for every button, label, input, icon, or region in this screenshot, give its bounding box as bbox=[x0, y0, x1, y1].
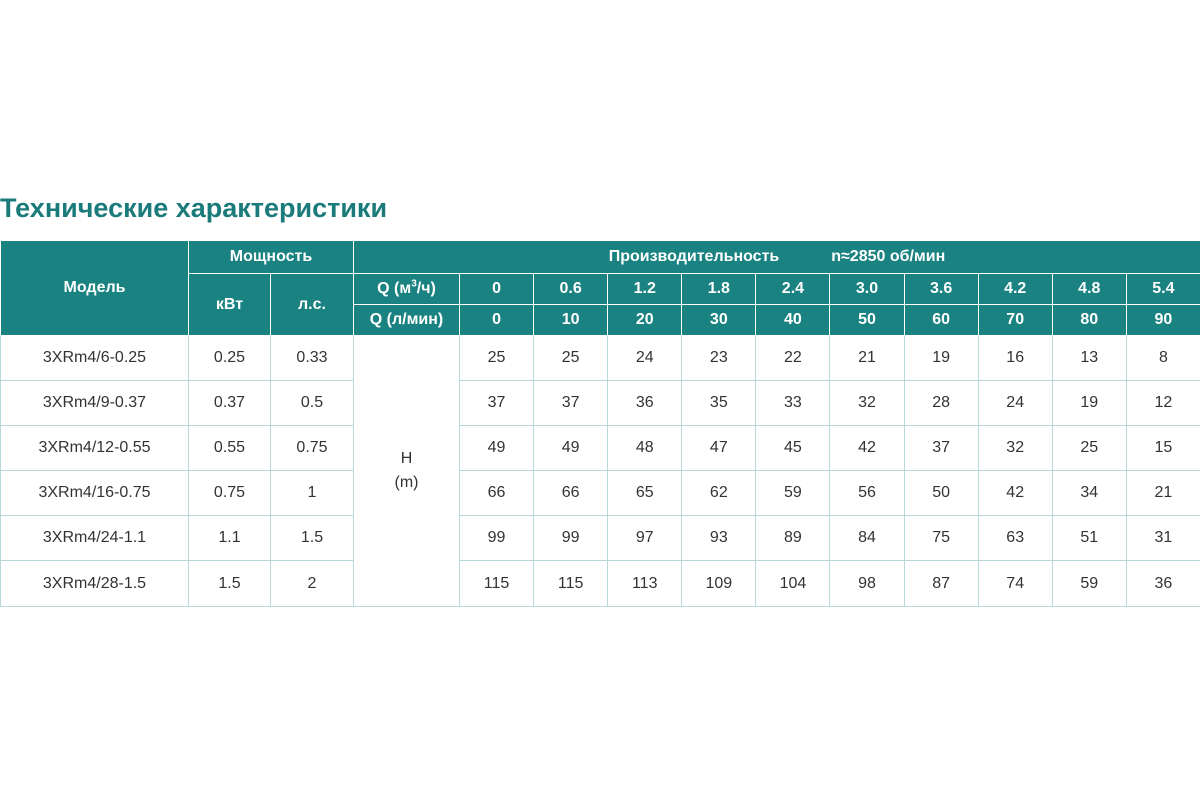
head-value-cell: 24 bbox=[608, 336, 682, 381]
model-cell: 3XRm4/16-0.75 bbox=[1, 471, 189, 516]
head-value-cell: 16 bbox=[978, 336, 1052, 381]
head-value-cell: 115 bbox=[460, 561, 534, 607]
head-value-cell: 28 bbox=[904, 381, 978, 426]
head-value-cell: 25 bbox=[460, 336, 534, 381]
power-hp-cell: 0.5 bbox=[271, 381, 354, 426]
specifications-table bbox=[0, 240, 1200, 607]
power-kw-cell: 0.37 bbox=[189, 381, 271, 426]
head-unit: (m) bbox=[394, 474, 419, 491]
flow-m3h-value: 3.6 bbox=[904, 274, 978, 305]
head-value-cell: 12 bbox=[1126, 381, 1200, 426]
table-row bbox=[1, 381, 1200, 426]
head-value-cell: 74 bbox=[978, 561, 1052, 607]
head-value-cell: 8 bbox=[1126, 336, 1200, 381]
model-cell: 3XRm4/12-0.55 bbox=[1, 426, 189, 471]
head-value-cell: 19 bbox=[904, 336, 978, 381]
head-value-cell: 23 bbox=[682, 336, 756, 381]
power-kw-header: кВт bbox=[189, 274, 271, 336]
head-value-cell: 45 bbox=[756, 426, 830, 471]
flow-lmin-value: 90 bbox=[1126, 305, 1200, 336]
head-value-cell: 99 bbox=[460, 516, 534, 561]
table-row bbox=[1, 516, 1200, 561]
model-cell: 3XRm4/6-0.25 bbox=[1, 336, 189, 381]
power-hp-cell: 2 bbox=[271, 561, 354, 607]
flow-lmin-value: 30 bbox=[682, 305, 756, 336]
head-value-cell: 13 bbox=[1052, 336, 1126, 381]
power-kw-cell: 1.1 bbox=[189, 516, 271, 561]
head-value-cell: 109 bbox=[682, 561, 756, 607]
table-row bbox=[1, 336, 1200, 381]
flow-m3h-value: 4.2 bbox=[978, 274, 1052, 305]
head-value-cell: 21 bbox=[830, 336, 904, 381]
head-value-cell: 84 bbox=[830, 516, 904, 561]
head-value-cell: 47 bbox=[682, 426, 756, 471]
power-hp-cell: 1.5 bbox=[271, 516, 354, 561]
flow-m3h-value: 0.6 bbox=[534, 274, 608, 305]
flow-m3h-value: 5.4 bbox=[1126, 274, 1200, 305]
flow-lmin-value: 50 bbox=[830, 305, 904, 336]
head-value-cell: 32 bbox=[978, 426, 1052, 471]
head-label-cell bbox=[354, 336, 460, 607]
power-hp-header: л.с. bbox=[271, 274, 354, 336]
head-value-cell: 37 bbox=[534, 381, 608, 426]
speed-label: n≈2850 об/мин bbox=[831, 248, 946, 265]
table-header bbox=[1, 241, 1200, 336]
head-value-cell: 113 bbox=[608, 561, 682, 607]
flow-m3h-value: 1.2 bbox=[608, 274, 682, 305]
power-kw-cell: 0.75 bbox=[189, 471, 271, 516]
head-value-cell: 51 bbox=[1052, 516, 1126, 561]
head-value-cell: 89 bbox=[756, 516, 830, 561]
table-row bbox=[1, 471, 1200, 516]
power-kw-cell: 0.25 bbox=[189, 336, 271, 381]
performance-label: Производительность bbox=[608, 248, 780, 265]
model-header: Модель bbox=[1, 241, 189, 336]
head-value-cell: 97 bbox=[608, 516, 682, 561]
head-value-cell: 65 bbox=[608, 471, 682, 516]
flow-m3h-value: 0 bbox=[460, 274, 534, 305]
flow-m3h-value: 2.4 bbox=[756, 274, 830, 305]
head-value-cell: 24 bbox=[978, 381, 1052, 426]
head-value-cell: 98 bbox=[830, 561, 904, 607]
head-value-cell: 49 bbox=[534, 426, 608, 471]
power-header: Мощность bbox=[189, 241, 354, 274]
power-hp-cell: 1 bbox=[271, 471, 354, 516]
head-value-cell: 62 bbox=[682, 471, 756, 516]
head-value-cell: 99 bbox=[534, 516, 608, 561]
flow-lmin-value: 70 bbox=[978, 305, 1052, 336]
flow-lmin-value: 40 bbox=[756, 305, 830, 336]
model-cell: 3XRm4/28-1.5 bbox=[1, 561, 189, 607]
head-value-cell: 50 bbox=[904, 471, 978, 516]
page-title: Технические характеристики bbox=[0, 193, 388, 223]
table-body bbox=[1, 336, 1200, 607]
head-value-cell: 35 bbox=[682, 381, 756, 426]
head-value-cell: 34 bbox=[1052, 471, 1126, 516]
flow-lmin-value: 0 bbox=[460, 305, 534, 336]
model-cell: 3XRm4/24-1.1 bbox=[1, 516, 189, 561]
flow-lmin-value: 60 bbox=[904, 305, 978, 336]
head-value-cell: 31 bbox=[1126, 516, 1200, 561]
head-value-cell: 37 bbox=[904, 426, 978, 471]
head-value-cell: 75 bbox=[904, 516, 978, 561]
flow-m3h-value: 4.8 bbox=[1052, 274, 1126, 305]
performance-header bbox=[354, 241, 1200, 274]
head-value-cell: 25 bbox=[534, 336, 608, 381]
flow-lmin-label: Q (л/мин) bbox=[354, 305, 460, 336]
head-value-cell: 19 bbox=[1052, 381, 1126, 426]
head-value-cell: 56 bbox=[830, 471, 904, 516]
power-kw-cell: 1.5 bbox=[189, 561, 271, 607]
flow-m3h-label: Q $(м^3/ч)$ bbox=[354, 274, 460, 305]
head-value-cell: 21 bbox=[1126, 471, 1200, 516]
head-value-cell: 36 bbox=[608, 381, 682, 426]
flow-lmin-value: 80 bbox=[1052, 305, 1126, 336]
head-value-cell: 36 bbox=[1126, 561, 1200, 607]
head-value-cell: 48 bbox=[608, 426, 682, 471]
flow-lmin-value: 20 bbox=[608, 305, 682, 336]
head-value-cell: 37 bbox=[460, 381, 534, 426]
head-value-cell: 66 bbox=[460, 471, 534, 516]
head-value-cell: 87 bbox=[904, 561, 978, 607]
power-hp-cell: 0.33 bbox=[271, 336, 354, 381]
power-kw-cell: 0.55 bbox=[189, 426, 271, 471]
head-value-cell: 104 bbox=[756, 561, 830, 607]
head-value-cell: 32 bbox=[830, 381, 904, 426]
model-cell: 3XRm4/9-0.37 bbox=[1, 381, 189, 426]
head-value-cell: 59 bbox=[756, 471, 830, 516]
head-value-cell: 22 bbox=[756, 336, 830, 381]
head-symbol: H bbox=[400, 450, 413, 467]
flow-m3h-value: 1.8 bbox=[682, 274, 756, 305]
table-row bbox=[1, 561, 1200, 607]
table-row bbox=[1, 426, 1200, 471]
head-value-cell: 49 bbox=[460, 426, 534, 471]
head-value-cell: 15 bbox=[1126, 426, 1200, 471]
flow-lmin-value: 10 bbox=[534, 305, 608, 336]
head-value-cell: 59 bbox=[1052, 561, 1126, 607]
head-value-cell: 66 bbox=[534, 471, 608, 516]
power-hp-cell: 0.75 bbox=[271, 426, 354, 471]
head-value-cell: 42 bbox=[978, 471, 1052, 516]
head-value-cell: 33 bbox=[756, 381, 830, 426]
head-value-cell: 42 bbox=[830, 426, 904, 471]
head-value-cell: 25 bbox=[1052, 426, 1126, 471]
flow-m3h-value: 3.0 bbox=[830, 274, 904, 305]
head-value-cell: 93 bbox=[682, 516, 756, 561]
head-value-cell: 115 bbox=[534, 561, 608, 607]
head-value-cell: 63 bbox=[978, 516, 1052, 561]
